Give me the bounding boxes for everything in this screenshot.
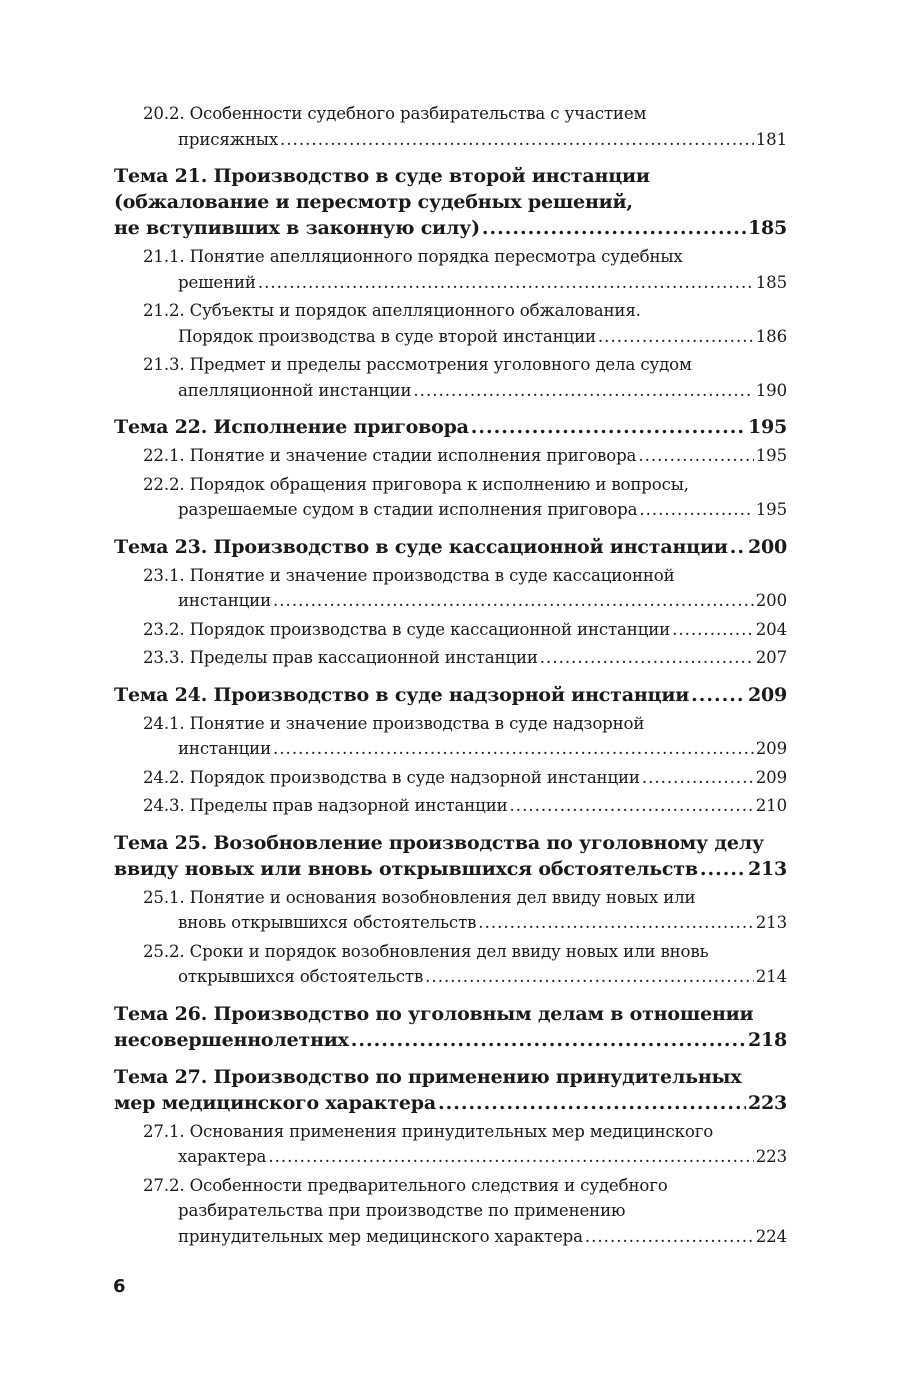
toc-entry-last-line <box>143 443 787 469</box>
toc-entry-text: вновь открывшихся обстоятельств <box>178 913 477 932</box>
toc-entry-line: 25.2. Сроки и порядок возобновления дел ввиду новых или вновь <box>143 941 709 961</box>
toc-entry-text: присяжных <box>178 129 279 149</box>
dot-leader <box>598 324 754 350</box>
toc-subentry <box>114 711 787 762</box>
toc-entry-last-line <box>143 588 787 614</box>
dot-leader <box>471 414 746 440</box>
toc-entry-line: (обжалование и пересмотр судебных решений, <box>114 191 633 213</box>
toc-topic <box>114 682 787 708</box>
toc-entry-text: инстанции <box>178 739 271 758</box>
toc-subentry <box>114 563 787 614</box>
toc-subentry <box>114 298 787 349</box>
dot-leader <box>273 588 754 614</box>
toc-entry-last-line <box>114 1027 787 1053</box>
toc-subentry <box>114 1119 787 1170</box>
toc-page-ref: 209 <box>755 739 787 758</box>
dot-leader <box>730 534 746 560</box>
toc-entry-last-line <box>114 682 787 708</box>
toc-entry-text: Тема 24. Производство в суде надзорной инстанции <box>114 683 690 706</box>
toc-entry-text: 23.2. Порядок производства в суде кассационной инстанции <box>143 619 671 639</box>
toc-page-ref: 213 <box>755 913 787 932</box>
toc-entry-last-line <box>114 856 787 882</box>
dot-leader <box>672 617 754 643</box>
toc-subentry <box>114 352 787 403</box>
toc-entry-last-line <box>143 1224 787 1250</box>
toc-entry-last-line <box>114 1090 787 1116</box>
dot-leader <box>691 682 746 708</box>
dot-leader <box>425 964 754 990</box>
toc-page-ref: 185 <box>755 272 787 292</box>
toc-entry-line: Тема 21. Производство в суде второй инстанции <box>114 165 650 187</box>
toc-entry-last-line <box>143 964 787 990</box>
toc-entry-line: 21.2. Субъекты и порядок апелляционного обжалования. <box>143 301 641 320</box>
toc-page-ref: 213 <box>747 857 787 880</box>
dot-leader <box>268 1144 753 1170</box>
toc-entry-last-line <box>143 617 787 643</box>
toc-entry-last-line <box>143 793 787 819</box>
toc-entry-text: решений <box>178 272 256 292</box>
toc-page-ref: 223 <box>755 1147 787 1166</box>
toc-page-ref: 186 <box>755 326 787 346</box>
toc-topic <box>114 163 787 241</box>
toc-entry-text: 22.1. Понятие и значение стадии исполнения приговора <box>143 446 637 465</box>
toc-subentry <box>114 617 787 643</box>
dot-leader <box>639 497 753 523</box>
toc-topic <box>114 534 787 560</box>
toc-page-ref: 207 <box>755 648 787 667</box>
toc-topic <box>114 1064 787 1116</box>
toc-page-ref: 209 <box>755 767 787 787</box>
dot-leader <box>280 127 754 153</box>
toc-entry-text: инстанции <box>178 591 271 610</box>
toc-page-ref: 218 <box>747 1028 787 1051</box>
dot-leader <box>413 378 753 404</box>
toc-entry-last-line <box>143 736 787 762</box>
toc-subentry <box>114 793 787 819</box>
toc-page-ref: 200 <box>755 591 787 610</box>
toc-entry-text: Тема 22. Исполнение приговора <box>114 416 469 438</box>
dot-leader <box>585 1224 754 1250</box>
toc-entry-last-line <box>143 270 787 296</box>
toc-topic <box>114 1001 787 1053</box>
toc-entry-last-line <box>143 1144 787 1170</box>
toc-entry-text: Тема 23. Производство в суде кассационной инстанции <box>114 535 728 558</box>
toc-entry-line: Тема 25. Возобновление производства по уголовному делу <box>114 831 764 854</box>
toc-entry-line: 20.2. Особенности судебного разбирательства с участием <box>143 104 647 123</box>
toc-subentry <box>114 765 787 791</box>
toc-entry-text: открывшихся обстоятельств <box>178 967 424 986</box>
toc-topic <box>114 414 787 440</box>
toc-subentry <box>114 885 787 936</box>
table-of-contents <box>114 98 787 1249</box>
toc-subentry <box>114 101 787 152</box>
toc-topic <box>114 830 787 882</box>
toc-entry-text: мер медицинского характера <box>114 1091 436 1114</box>
toc-subentry <box>114 244 787 295</box>
toc-subentry <box>114 645 787 671</box>
toc-page-ref: 185 <box>747 217 787 239</box>
toc-entry-text: ввиду новых или вновь открывшихся обстоятельств <box>114 857 698 880</box>
toc-entry-line: Тема 26. Производство по уголовным делам в отношении <box>114 1002 754 1025</box>
toc-entry-text: несовершеннолетних <box>114 1028 349 1051</box>
toc-entry-line: 21.1. Понятие апелляционного порядка пересмотра судебных <box>143 247 683 266</box>
toc-entry-line: разбирательства при производстве по применению <box>178 1201 626 1220</box>
toc-entry-text: 24.2. Порядок производства в суде надзорной инстанции <box>143 767 640 787</box>
dot-leader <box>258 270 754 296</box>
toc-entry-last-line <box>143 765 787 791</box>
toc-page-ref: 190 <box>755 380 787 400</box>
dot-leader <box>478 910 753 936</box>
dot-leader <box>638 443 753 469</box>
toc-entry-last-line <box>143 378 787 404</box>
toc-page-ref: 224 <box>755 1226 787 1246</box>
toc-entry-text: апелляционной инстанции <box>178 380 412 400</box>
dot-leader <box>351 1027 746 1053</box>
dot-leader <box>438 1090 746 1116</box>
toc-entry-line: 21.3. Предмет и пределы рассмотрения уголовного дела судом <box>143 355 692 374</box>
toc-page-ref: 200 <box>747 535 787 558</box>
toc-entry-last-line <box>143 127 787 153</box>
toc-entry-line: 27.2. Особенности предварительного следствия и судебного <box>143 1175 668 1195</box>
toc-entry-text: характера <box>178 1147 267 1166</box>
toc-entry-line: 23.1. Понятие и значение производства в суде кассационной <box>143 565 675 585</box>
toc-entry-text: разрешаемые судом в стадии исполнения приговора <box>178 500 638 519</box>
toc-entry-last-line <box>143 324 787 350</box>
toc-subentry <box>114 443 787 469</box>
toc-entry-line: 25.1. Понятие и основания возобновления дел ввиду новых или <box>143 887 696 907</box>
toc-page-ref: 204 <box>755 619 787 639</box>
toc-entry-last-line <box>114 215 787 241</box>
dot-leader <box>642 765 754 791</box>
toc-page-ref: 195 <box>755 446 787 465</box>
toc-entry-last-line <box>114 534 787 560</box>
toc-entry-line: 24.1. Понятие и значение производства в суде надзорной <box>143 713 645 733</box>
dot-leader <box>482 215 746 241</box>
toc-page-ref: 195 <box>755 500 787 519</box>
toc-entry-line: 22.2. Порядок обращения приговора к исполнению и вопросы, <box>143 474 689 494</box>
toc-page-ref: 209 <box>747 683 787 706</box>
toc-entry-text: не вступивших в законную силу) <box>114 217 480 239</box>
toc-entry-last-line <box>143 497 787 523</box>
toc-subentry <box>114 472 787 523</box>
toc-entry-line: 27.1. Основания применения принудительных мер медицинского <box>143 1121 714 1141</box>
toc-page-ref: 210 <box>755 796 787 815</box>
toc-page-ref: 223 <box>747 1091 787 1114</box>
dot-leader <box>540 645 754 671</box>
toc-entry-text: 24.3. Пределы прав надзорной инстанции <box>143 796 508 815</box>
toc-entry-text: 23.3. Пределы прав кассационной инстанции <box>143 648 538 667</box>
dot-leader <box>273 736 754 762</box>
toc-entry-text: принудительных мер медицинского характера <box>178 1226 583 1246</box>
dot-leader <box>700 856 746 882</box>
page-number: 6 <box>113 1276 126 1297</box>
toc-page-ref: 214 <box>755 967 787 986</box>
toc-entry-last-line <box>143 645 787 671</box>
toc-entry-line: Тема 27. Производство по применению принудительных <box>114 1065 742 1088</box>
toc-entry-last-line <box>114 414 787 440</box>
toc-entry-last-line <box>143 910 787 936</box>
toc-subentry <box>114 1173 787 1250</box>
toc-page-ref: 195 <box>747 416 787 438</box>
toc-entry-text: Порядок производства в суде второй инстанции <box>178 326 596 346</box>
dot-leader <box>510 793 754 819</box>
toc-subentry <box>114 939 787 990</box>
toc-page-ref: 181 <box>755 129 787 149</box>
